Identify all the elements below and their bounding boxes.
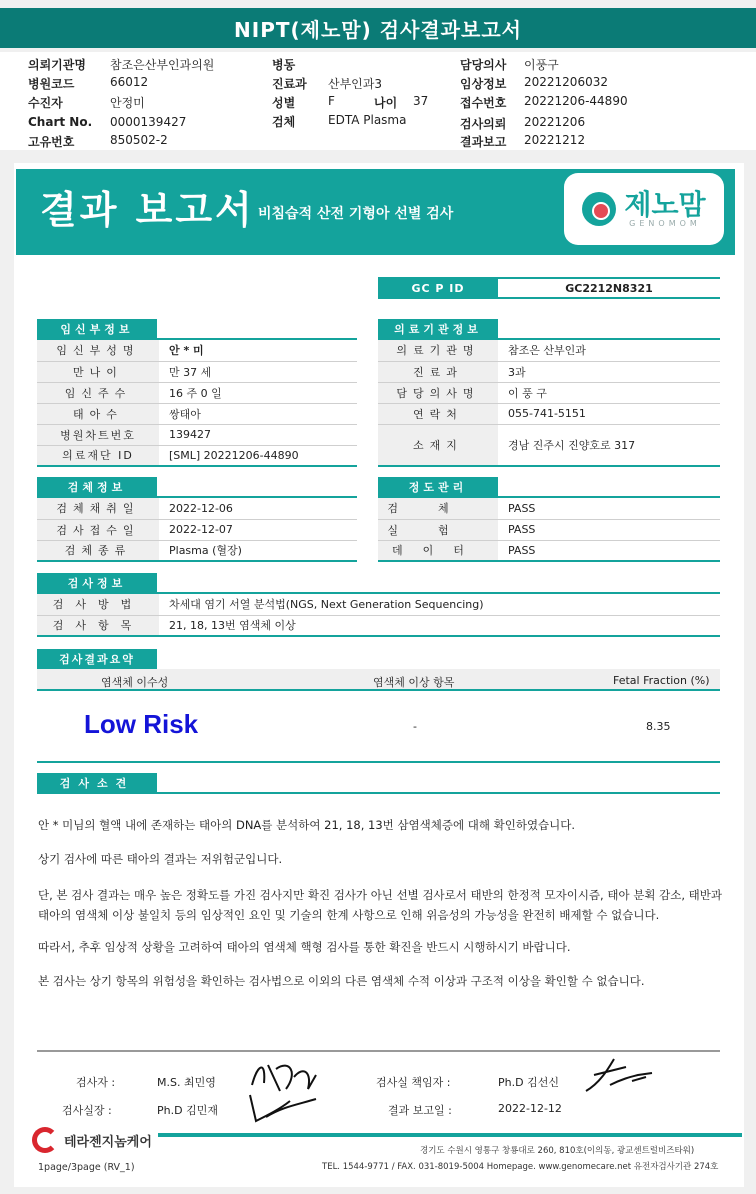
table-row: 임신부성명 안 * 미	[37, 340, 357, 361]
director-name: Ph.D 김민재	[157, 1104, 218, 1117]
table-row: 연락처 055-741-5151	[378, 403, 720, 424]
table-row: 실험 PASS	[378, 519, 720, 540]
gcpid-value: GC2212N8321	[498, 277, 720, 299]
table-row: 임신주수 16 주 0 일	[37, 382, 357, 403]
genomom-logo-icon	[582, 192, 616, 226]
info-ward: 병동	[272, 58, 296, 72]
director-label: 검사실장 :	[62, 1104, 112, 1117]
table-row: 의료재단 ID [SML] 20221206-44890	[37, 445, 357, 466]
chief-label: 검사실 책임자 :	[376, 1076, 451, 1089]
info-unique-id: 고유번호 850502-2	[28, 133, 168, 149]
theragen-logo-icon	[32, 1127, 58, 1153]
banner-subtitle: 비침습적 산전 기형아 선별 검사	[258, 206, 454, 222]
section-divider	[37, 761, 720, 763]
table-row: 진료과 3과	[378, 361, 720, 382]
chief-signature-icon	[580, 1055, 660, 1099]
table-row: 데이터 PASS	[378, 540, 720, 561]
report-date-label: 결과 보고일 :	[388, 1104, 452, 1117]
document-title: NIPT(제노맘) 검사결과보고서	[0, 8, 756, 48]
table-row: 의료기관명 참조은 산부인과	[378, 340, 720, 361]
info-chart-no: Chart No. 0000139427	[28, 115, 187, 129]
info-hospital-code: 병원코드 66012	[28, 75, 149, 91]
table-row: 담당의사명 이 풍 구	[378, 382, 720, 403]
theragen-logo	[32, 1127, 158, 1153]
info-patient-name: 수진자 안정미	[28, 96, 145, 110]
section-findings: 검사소견	[37, 773, 157, 793]
section-qc: 정도관리	[378, 477, 498, 497]
specimen-info-table	[37, 498, 357, 562]
tester-label: 검사자 :	[76, 1076, 116, 1089]
chief-name: Ph.D 김선신	[498, 1076, 559, 1089]
report-date: 2022-12-12	[498, 1102, 562, 1115]
info-sex-age: 성별 F 나이 37	[272, 94, 429, 110]
section-specimen-info: 검체정보	[37, 477, 157, 497]
logo-small-text: GENOMOM	[629, 218, 701, 228]
table-row: 검체 PASS	[378, 498, 720, 519]
summary-col-aneuploidy: 염색체 이수성	[101, 676, 169, 689]
table-row: 검사방법 차세대 염기 서열 분석법(NGS, Next Generation Sequencing)	[37, 594, 720, 615]
section-institution-info: 의료기관정보	[378, 319, 498, 339]
finding-paragraph-1: 안 * 미님의 혈액 내에 존재하는 태아의 DNA를 분석하여 21, 18, 13번 삼염색체증에 대해 확인하였습니다.	[38, 818, 576, 832]
info-request-date: 검사의뢰 20221206	[460, 115, 586, 131]
logo-text: 제노맘	[624, 187, 706, 221]
footer-address: 경기도 수원시 영통구 창룡대로 260, 810호(이의동, 광교센트럴비즈타워)	[420, 1146, 695, 1156]
table-row: 검사항목 21, 18, 13번 염색체 이상	[37, 615, 720, 636]
section-divider	[37, 792, 720, 794]
result-fetal-fraction: 8.35	[646, 720, 671, 733]
banner-title: 결과 보고서	[40, 188, 255, 232]
summary-col-abnormal: 염색체 이상 항목	[373, 676, 455, 689]
info-department: 진료과 산부인과3	[272, 77, 383, 91]
finding-paragraph-4: 따라서, 추후 임상적 상황을 고려하여 태아의 염색체 핵형 검사를 통한 확진을 반드시 시행하시기 바랍니다.	[38, 940, 571, 954]
test-info-table	[37, 594, 720, 637]
table-row: 검체채취일 2022-12-06	[37, 498, 357, 519]
table-row: 소재지 경남 진주시 진양호로 317	[378, 424, 720, 466]
qc-table	[378, 498, 720, 562]
info-referring-institution: 의뢰기관명 참조은산부인과의원	[28, 58, 215, 72]
company-name: 테라젠지놈케어	[64, 1134, 152, 1150]
table-row: 만나이 만 37 세	[37, 361, 357, 382]
finding-paragraph-2: 상기 검사에 따른 태아의 결과는 저위험군입니다.	[38, 852, 283, 866]
result-low-risk: Low Risk	[84, 709, 199, 739]
tester-name: M.S. 최민영	[157, 1076, 216, 1089]
gcpid-label: GC P ID	[378, 277, 498, 299]
institution-info-table	[378, 340, 720, 467]
info-accession: 접수번호 20221206-44890	[460, 94, 628, 110]
table-row: 태아수 쌍태아	[37, 403, 357, 424]
info-doctor: 담당의사 이풍구	[460, 58, 559, 72]
page-indicator: 1page/3page (RV_1)	[38, 1162, 135, 1173]
genomom-logo	[564, 173, 724, 245]
section-summary: 검사결과요약	[37, 649, 157, 669]
section-pregnant-info: 임신부정보	[37, 319, 157, 339]
info-report-date: 결과보고 20221212	[460, 133, 586, 149]
table-row: 병원차트번호 139427	[37, 424, 357, 445]
section-test-info: 검사정보	[37, 573, 157, 593]
report-page	[14, 163, 744, 1187]
footer-contact: TEL. 1544-9771 / FAX. 031-8019-5004 Homepage. www.genomecare.net 유전자검사기관 274호	[322, 1162, 719, 1172]
pregnant-info-table	[37, 340, 357, 467]
director-signature-icon	[246, 1091, 322, 1127]
result-abnormal: -	[413, 720, 417, 733]
table-row: 검사접수일 2022-12-07	[37, 519, 357, 540]
signature-divider	[37, 1050, 720, 1052]
summary-col-fetal-fraction: Fetal Fraction (%)	[613, 674, 710, 687]
table-row: 검체종류 Plasma (혈장)	[37, 540, 357, 561]
info-specimen: 검체 EDTA Plasma	[272, 113, 407, 129]
report-banner	[16, 169, 735, 255]
finding-paragraph-3: 단, 본 검사 결과는 매우 높은 정확도를 가진 검사지만 확진 검사가 아닌 선별 검사로서 태반의 한정적 모자이시즘, 태아 분획 감소, 태반과 태아의 염색체 이상 불일치 등의 임상적인 요인 및 기술의 한계 사항으로 인해 위음성의 가능성을 완전히 배제할 수 없습니다.	[38, 888, 722, 922]
finding-paragraph-5: 본 검사는 상기 항목의 위험성을 확인하는 검사법으로 이외의 다른 염색체 수적 이상과 구조적 이상을 확인할 수 없습니다.	[38, 974, 645, 988]
info-clinical: 임상정보 20221206032	[460, 75, 608, 91]
summary-header	[37, 669, 720, 691]
patient-info-grid	[0, 52, 756, 150]
